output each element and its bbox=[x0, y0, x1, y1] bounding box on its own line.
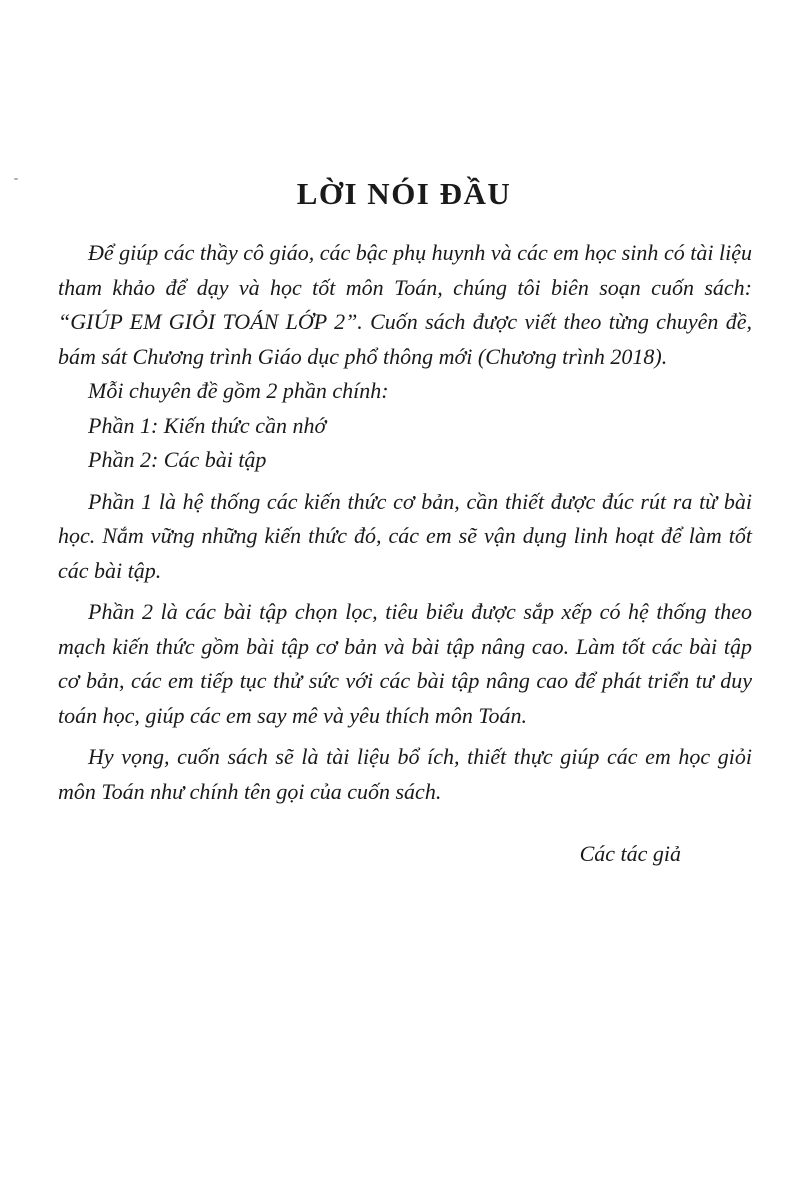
paragraph-part-2-description: Phần 2 là các bài tập chọn lọc, tiêu biểu được sắp xếp có hệ thống theo mạch kiến thức gồm bài tập cơ bản và bài tập nâng cao. Làm tốt các bài tập cơ bản, các em tiếp tục thử sức với các bài tập nâng cao để phát triển tư duy toán học, giúp các em say mê và yêu thích môn Toán. bbox=[58, 599, 752, 728]
page-title: LỜI NÓI ĐẦU bbox=[296, 175, 512, 211]
paragraph-part-1: Phần 1: Kiến thức cần nhớ bbox=[88, 412, 327, 438]
paragraph-closing: Hy vọng, cuốn sách sẽ là tài liệu bổ ích, thiết thực giúp các em học giỏi môn Toán như chính tên gọi của cuốn sách. bbox=[58, 744, 752, 804]
paragraph-part-2: Phần 2: Các bài tập bbox=[88, 447, 267, 472]
paragraph-part-1-description: Phần 1 là hệ thống các kiến thức cơ bản, cần thiết được đúc rút ra từ bài học. Nắm vững những kiến thức đó, các em sẽ vận dụng linh hoạt để làm tốt các bài tập. bbox=[58, 488, 752, 583]
signature: Các tác giả bbox=[579, 841, 681, 866]
preface-body bbox=[58, 236, 752, 809]
paragraph-intro: Để giúp các thầy cô giáo, các bậc phụ huynh và các em học sinh có tài liệu tham khảo để dạy và học tốt môn Toán, chúng tôi biên soạn cuốn sách: “GIÚP EM GIỎI TOÁN LỚP 2”. Cuốn sách được viết theo từng chuyên đề, bám sát Chương trình Giáo dục phổ thông mới (Chương trình 2018). bbox=[58, 240, 752, 369]
paragraph-structure: Mỗi chuyên đề gồm 2 phần chính: bbox=[88, 378, 389, 403]
